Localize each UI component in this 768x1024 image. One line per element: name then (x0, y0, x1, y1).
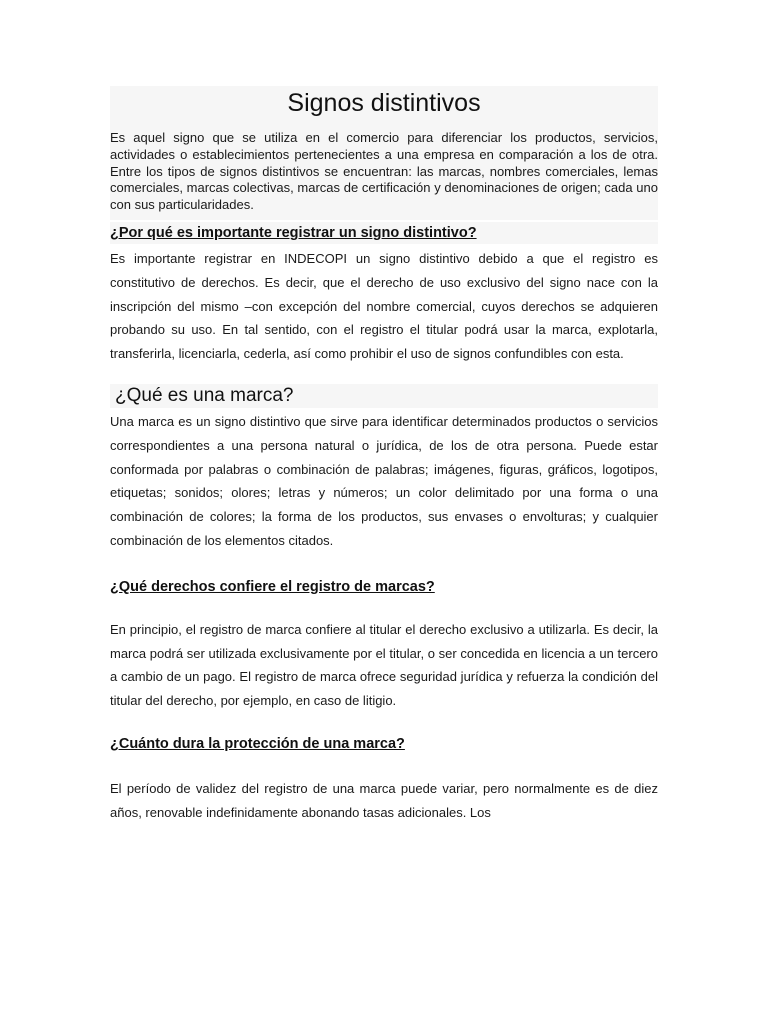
intro-paragraph: Es aquel signo que se utiliza en el comercio para diferenciar los productos, servicios, actividades o establecimientos pertenecientes a una empresa en comparación a los de otra. Entre los tipos de signos distintivos se encuentran: las marcas, nombres comerciales, lemas comerciales, marcas colectivas, marcas de certificación y denominaciones de origen; cada uno con sus particularidades. (110, 130, 658, 213)
document-page (110, 86, 658, 825)
section-body-importance: Es importante registrar en INDECOPI un signo distintivo debido a que el registro es constitutivo de derechos. Es decir, que el derecho de uso exclusivo del signo nace con la inscripción del mismo –con excepción del nombre comercial, cuyos derechos se adquieren probando su uso. En tal sentido, con el registro el titular podrá usar la marca, explotarla, transferirla, licenciarla, cederla, así como prohibir el uso de signos confundibles con esta. (110, 250, 658, 362)
section-heading-block (110, 222, 658, 244)
section-heading-duracion: ¿Cuánto dura la protección de una marca? (110, 735, 405, 752)
section-heading-block (110, 384, 658, 408)
section-heading-importance: ¿Por qué es importante registrar un signo distintivo? (110, 224, 477, 241)
section-body-duracion: El período de validez del registro de una marca puede variar, pero normalmente es de diez años, renovable indefinidamente abonando tasas adicionales. Los (110, 780, 658, 820)
section-body-derechos: En principio, el registro de marca confiere al titular el derecho exclusivo a utilizarla. Es decir, la marca podrá ser utilizada exclusivamente por el titular, o ser concedida en licencia a un tercero a cambio de un pago. El registro de marca ofrece seguridad jurídica y refuerza la condición del titular del derecho, por ejemplo, en caso de litigio. (110, 621, 658, 709)
section-body-marca: Una marca es un signo distintivo que sirve para identificar determinados productos o servicios correspondientes a una persona natural o jurídica, de los de otra persona. Puede estar conformada por palabras o combinación de palabras; imágenes, figuras, gráficos, logotipos, etiquetas; sonidos; olores; letras y números; un color delimitado por una forma o una combinación de colores; la forma de los productos, sus envases o envolturas; y cualquier combinación de los elementos citados. (110, 413, 658, 548)
section-heading-derechos: ¿Qué derechos confiere el registro de marcas? (110, 578, 435, 595)
section-heading-marca: ¿Qué es una marca? (115, 384, 294, 406)
intro-block (110, 86, 658, 220)
page-title: Signos distintivos (287, 89, 481, 117)
